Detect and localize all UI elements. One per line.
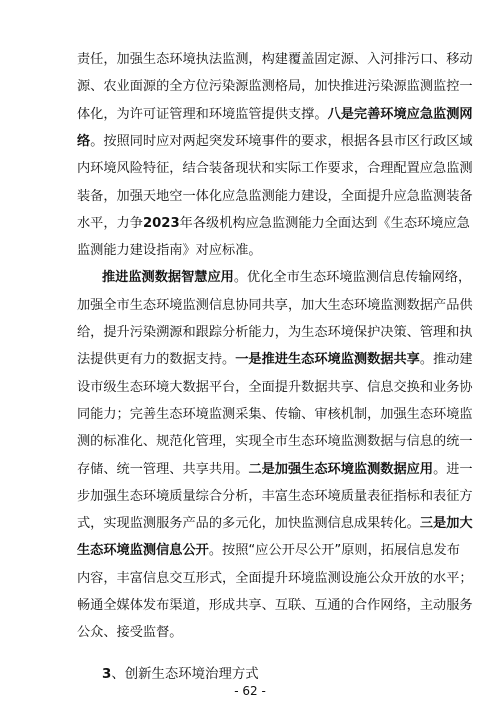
text-line: 内环境风险特征，结合装备现状和实际工作要求，合理配置应急监测 bbox=[77, 161, 473, 177]
text-line: 责任，加强生态环境执法监测，构建覆盖固定源、入河排污口、移动 bbox=[77, 52, 473, 67]
text-line: 生态环境监测信息公开。按照“应公开尽公开”原则，拓展信息发布 bbox=[77, 543, 460, 559]
text-line: 监测能力建设指南》对应标准。 bbox=[77, 243, 262, 259]
text-line: 加强全市生态环境监测信息协同共享，加大生态环境监测数据产品供 bbox=[77, 297, 473, 313]
text-line: 存储、统一管理、共享共用。二是加强生态环境监测数据应用。进一 bbox=[77, 461, 473, 477]
text-line: 体化，为许可证管理和环境监管提供支撑。八是完善环境应急监测网 bbox=[77, 106, 473, 122]
text-line: 式，实现监测服务产品的多元化，加快监测信息成果转化。三是加大 bbox=[77, 516, 473, 532]
text-line: 水平，力争2023年各级机构应急监测能力全面达到《生态环境应急 bbox=[77, 215, 470, 231]
text-line: 畅通全媒体发布渠道，形成共享、互联、互通的合作网络，主动服务 bbox=[77, 598, 473, 613]
text-line: 推进监测数据智慧应用。优化全市生态环境监测信息传输网络， bbox=[102, 270, 472, 286]
text-line: 给，提升污染溯源和跟踪分析能力，为生态环境保护决策、管理和执 bbox=[77, 325, 473, 340]
text-line: 测的标准化、规范化管理，实现全市生态环境监测数据与信息的统一 bbox=[77, 434, 473, 450]
text-line: 络。按照同时应对两起突发环境事件的要求，根据各县市区行政区域 bbox=[77, 133, 473, 149]
section-number: 3 bbox=[102, 666, 112, 682]
section-title: 、创新生态环境治理方式 bbox=[111, 666, 259, 682]
text-line: 装备，加强天地空一体化应急监测能力建设，全面提升应急监测装备 bbox=[77, 188, 473, 204]
text-line: 步加强生态环境质量综合分析，丰富生态环境质量表征指标和表征方 bbox=[77, 488, 473, 504]
text-line: 源、农业面源的全方位污染源监测格局，加快推进污染源监测监控一 bbox=[77, 79, 473, 95]
text-line: 内容，丰富信息交互形式，全面提升环境监测设施公众开放的水平； bbox=[77, 570, 473, 586]
page-number: - 62 - bbox=[234, 684, 266, 698]
text-line: 法提供更有力的数据支持。一是推进生态环境监测数据共享。推动建 bbox=[77, 352, 473, 368]
text-line: 设市级生态环境大数据平台，全面提升数据共享、信息交换和业务协 bbox=[77, 379, 473, 395]
section-heading bbox=[102, 665, 259, 685]
text-line: 公众、接受监督。 bbox=[77, 625, 183, 641]
text-line: 同能力；完善生态环境监测采集、传输、审核机制，加强生态环境监 bbox=[77, 406, 473, 422]
